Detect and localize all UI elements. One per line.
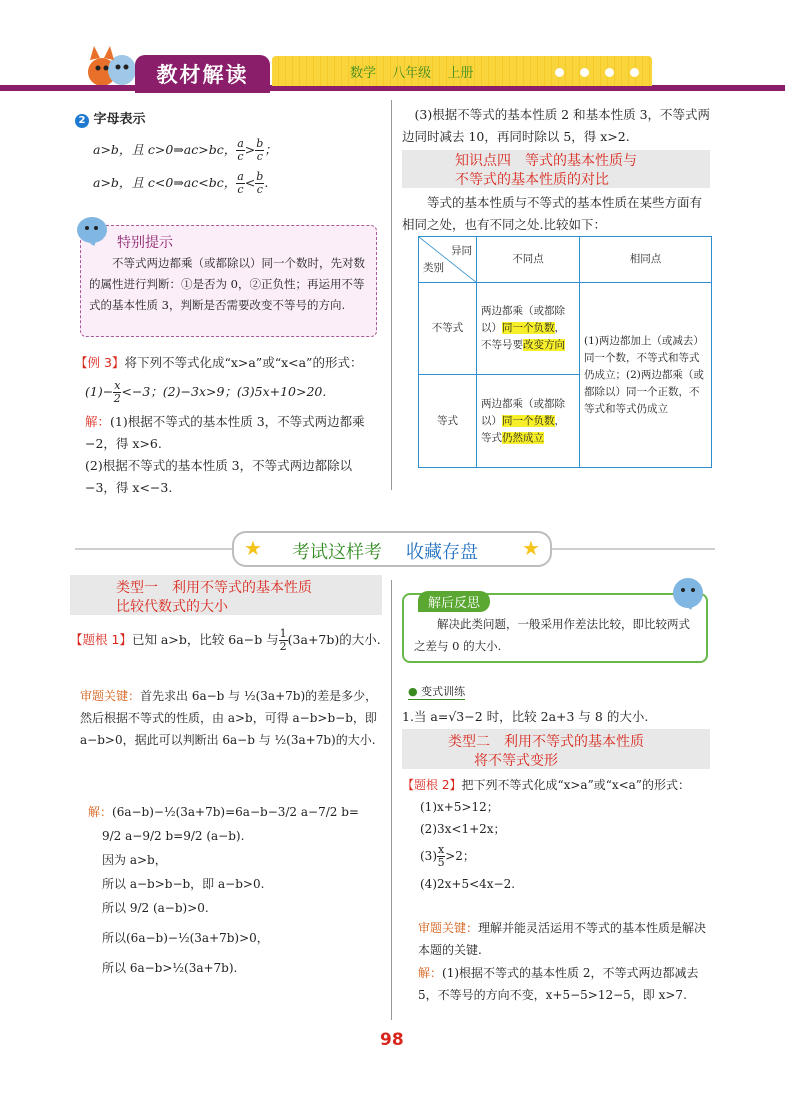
- exam-banner: [232, 531, 552, 567]
- solution-line: 所以 9/2 (a−b)>0.: [102, 901, 209, 915]
- key-text: 首先求出 6a−b 与 ½(3a+7b)的差是多少，然后根据不等式的性质，由 a>b，可得 a−b>b−b，即 a−b>0，据此可以判断出 6a−b 与 ½(3a+7b)的大小.: [80, 689, 378, 747]
- header-badge: 教材解读: [135, 55, 270, 93]
- question-item: (2)3x<1+2x；: [420, 822, 506, 836]
- header-mascot-illustration: [80, 40, 140, 90]
- reflection-text: 解决此类问题，一般采用作差法比较，即比较两式之差与 0 的大小.: [414, 617, 690, 653]
- table-row-inequality-diff: 两边都乘（或都除以）同一个负数，不等号要改变方向: [477, 283, 580, 375]
- letter-notation-section: [75, 108, 277, 196]
- type1-solution: [88, 800, 388, 980]
- type1-header: [70, 575, 382, 615]
- elephant-mascot-icon: [73, 212, 111, 249]
- page-number: 98: [380, 1030, 404, 1050]
- type1-key-insight: [80, 685, 385, 751]
- key-label: 审题关键：: [418, 921, 479, 935]
- solution-text: (1)根据不等式的基本性质 2，不等式两边都减去 5，不等号的方向不变，x+5−5>12−5，即 x>7.: [418, 966, 699, 1002]
- header-course-info: [350, 62, 485, 81]
- solution-line: (6a−b)−½(3a+7b)=6a−b−3/2 a−7/2 b=: [112, 805, 359, 819]
- header-dot: [555, 68, 564, 77]
- star-icon: ★: [522, 536, 540, 560]
- example-label: 【例 3】: [75, 355, 125, 370]
- column-divider: [391, 580, 392, 1020]
- example-items: (1)− $\frac{x}{2}$ <−3；(2)−3x>9；(3)5x+10>20.: [85, 379, 327, 405]
- solution-label: 解：: [88, 805, 113, 819]
- header-dot: [605, 68, 614, 77]
- table-row-inequality-label: 不等式: [419, 283, 477, 375]
- elephant-mascot-icon: [668, 573, 708, 616]
- question-label: 【题根 1】: [70, 632, 132, 647]
- question-item: (1)x+5>12；: [420, 800, 499, 814]
- section-number-badge: 2: [75, 114, 89, 128]
- rule-line-negative: a>b，且 c<0⇒ac<bc， $\frac{a}{c}$ < $\frac{b}{c}$ .: [93, 170, 269, 196]
- special-tip-box: [80, 225, 377, 337]
- table-header-diff: 不同点: [477, 237, 580, 283]
- header-dot: [630, 68, 639, 77]
- example-question: 将下列不等式化成“x>a”或“x<a”的形式：: [124, 355, 363, 370]
- question-item: (4)2x+5<4x−2.: [420, 877, 516, 891]
- tip-title: 特别提示: [117, 235, 173, 251]
- example-solution-1: 解：(1)根据不等式的基本性质 3，不等式两边都乘 −2，得 x>6.: [85, 414, 365, 451]
- type2-solution: [418, 962, 712, 1006]
- type1-question: 【题根 1】已知 a>b，比较 6a−b 与 $\frac{1}{2}$ (3a+7b)的大小.: [70, 627, 381, 653]
- practice-question-1: 1.当 a=√3−2 时，比较 2a+3 与 8 的大小.: [402, 709, 649, 724]
- comparison-table: [418, 236, 712, 468]
- banner-text-a: 考试这样考: [292, 542, 382, 563]
- type2-header: [402, 729, 710, 769]
- type2-question: 【题根 2】把下列不等式化成“x>a”或“x<a”的形式： (1)x+5>12； (2)3x<1+2x； (3) $\frac{x}{5}$ >2； (4)2x+5<4x−2.: [402, 774, 714, 895]
- type2-title-line1: 类型二 利用不等式的基本性质: [448, 734, 644, 750]
- tip-text: 不等式两边都乘（或都除以）同一个数时，先对数的属性进行判断：①是否为 0，②正负性；再运用不等式的基本性质 3，判断是否需要改变不等号的方向.: [89, 256, 365, 312]
- table-corner-cell: 异同 类别: [419, 237, 477, 283]
- kp4-title-line2: 不等式的基本性质的对比: [455, 172, 609, 188]
- rule-line-positive: a>b，且 c>0⇒ac>bc， $\frac{a}{c}$ > $\frac{b}{c}$ ；: [93, 137, 277, 163]
- star-icon: ★: [244, 536, 262, 560]
- table-row-equation-label: 等式: [419, 375, 477, 468]
- question-item: (3) $\frac{x}{5}$ >2；: [420, 843, 475, 869]
- solution-label: 解：: [418, 966, 443, 980]
- type1-title-line2: 比较代数式的大小: [116, 599, 228, 615]
- header-subject: 数学: [350, 66, 377, 81]
- key-label: 审题关键：: [80, 689, 141, 703]
- type2-title-line2: 将不等式变形: [474, 753, 558, 769]
- example-3: [75, 352, 385, 499]
- example-solution-3: (3)根据不等式的基本性质 2 和基本性质 3，不等式两边同时减去 10，再同时除以 5，得 x>2.: [402, 107, 711, 144]
- solution-line: 因为 a>b，: [102, 853, 167, 867]
- header-dot: [580, 68, 589, 77]
- reflection-box: [402, 593, 708, 663]
- kp4-intro: 等式的基本性质与不等式的基本性质在某些方面有相同之处，也有不同之处.比较如下：: [402, 195, 703, 232]
- banner-text-b: 收藏存盘: [406, 542, 478, 563]
- key-text: 理解并能灵活运用不等式的基本性质是解决本题的关键.: [418, 921, 707, 957]
- solution-line: 所以 a−b>b−b，即 a−b>0.: [102, 877, 265, 891]
- table-same-cell: (1)两边都加上（或减去）同一个数，不等式和等式仍成立；(2)两边都乘（或都除以）同一个正数，不等式和等式仍成立: [580, 283, 712, 468]
- header-volume: 上册: [447, 66, 474, 81]
- practice-tag: ● 变式训练: [408, 685, 466, 698]
- kp4-title-line1: 知识点四 等式的基本性质与: [455, 153, 637, 169]
- column-divider: [391, 100, 392, 490]
- solution-line: 9/2 a−9/2 b=9/2 (a−b).: [102, 829, 245, 843]
- solution-line: 所以 6a−b>½(3a+7b).: [102, 961, 238, 975]
- section-title: 字母表示: [93, 112, 146, 127]
- knowledge-point-4-header: [402, 150, 710, 188]
- reflection-tag: 解后反思: [418, 591, 490, 612]
- table-header-same: 相同点: [580, 237, 712, 283]
- solution-line: 所以(6a−b)−½(3a+7b)>0，: [102, 931, 269, 945]
- table-row-equation-diff: 两边都乘（或都除以）同一个负数，等式仍然成立: [477, 375, 580, 468]
- type1-title-line1: 类型一 利用不等式的基本性质: [116, 580, 312, 596]
- example-solution-2: (2)根据不等式的基本性质 3，不等式两边都除以 −3，得 x<−3.: [85, 458, 353, 495]
- type2-key-insight: [418, 917, 712, 961]
- header-grade: 八年级: [392, 66, 432, 81]
- question-label: 【题根 2】: [402, 778, 462, 792]
